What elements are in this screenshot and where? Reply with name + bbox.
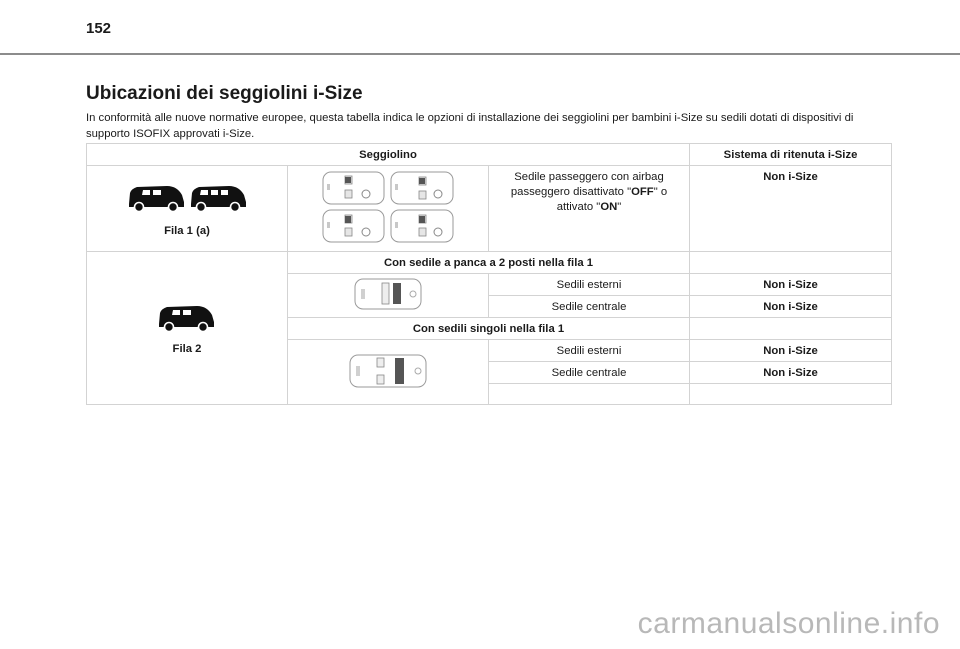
header-rule xyxy=(0,53,960,55)
row1-desc-part3: " xyxy=(617,201,622,213)
header-seat: Seggiolino xyxy=(87,144,690,166)
row1-vehicle-cell xyxy=(87,166,288,252)
watermark: carmanualsonline.info xyxy=(637,607,940,640)
page-number: 152 xyxy=(86,20,112,37)
single-heading: Con sedili singoli nella fila 1 xyxy=(288,318,690,340)
header-system: Sistema di ritenuta i-Size xyxy=(690,144,892,166)
row1-desc-part2: " o attivato " xyxy=(556,186,668,213)
row2-vehicle-cell xyxy=(87,252,288,405)
airbag-off-label: OFF xyxy=(631,186,654,198)
single-outer-value: Non i-Size xyxy=(690,340,892,362)
van-silhouette-icon xyxy=(155,302,219,334)
row1-diagram-cell xyxy=(288,166,489,252)
single-seats-diagram-icon xyxy=(348,353,428,389)
bench-heading: Con sedile a panca a 2 posti nella fila 1 xyxy=(288,252,690,274)
bench-center-label: Sedile centrale xyxy=(489,296,690,318)
row2-label: Fila 2 xyxy=(172,342,202,355)
intro-paragraph: In conformità alle nuove normative europee, questa tabella indica le opzioni di installazione dei seggiolini per bambini i-Size su sedili dotati di dispositivi di supporto ISOFIX approvati i-Size. xyxy=(86,112,854,140)
row1-value-cell xyxy=(690,166,892,252)
bench-outer-value: Non i-Size xyxy=(690,274,892,296)
bench-diagram-cell xyxy=(288,274,489,318)
bench-seat-diagram-icon xyxy=(353,277,423,311)
bench-center-value: Non i-Size xyxy=(690,296,892,318)
i-size-seat-table xyxy=(86,143,892,405)
single-outer-label: Sedili esterni xyxy=(489,340,690,362)
single-center-label: Sedile centrale xyxy=(489,362,690,384)
airbag-on-label: ON xyxy=(600,201,618,213)
single-filler-a xyxy=(489,384,690,405)
bench-heading-empty xyxy=(690,252,892,274)
single-diagram-cell xyxy=(288,340,489,405)
row1-description xyxy=(489,166,689,219)
page-title: Ubicazioni dei seggiolini i-Size xyxy=(86,83,363,104)
van-silhouettes-icon xyxy=(125,180,250,216)
row1-description-cell xyxy=(489,166,690,252)
bench-outer-label: Sedili esterni xyxy=(489,274,690,296)
row1-value: Non i-Size xyxy=(763,171,818,183)
single-heading-empty xyxy=(690,318,892,340)
front-seat-diagrams-icon xyxy=(321,170,455,244)
row1-label: Fila 1 (a) xyxy=(164,225,210,237)
single-filler-b xyxy=(690,384,892,405)
row1-desc-part1: Sedile passeggero con airbag passeggero disattivato " xyxy=(510,171,664,198)
single-center-value: Non i-Size xyxy=(690,362,892,384)
